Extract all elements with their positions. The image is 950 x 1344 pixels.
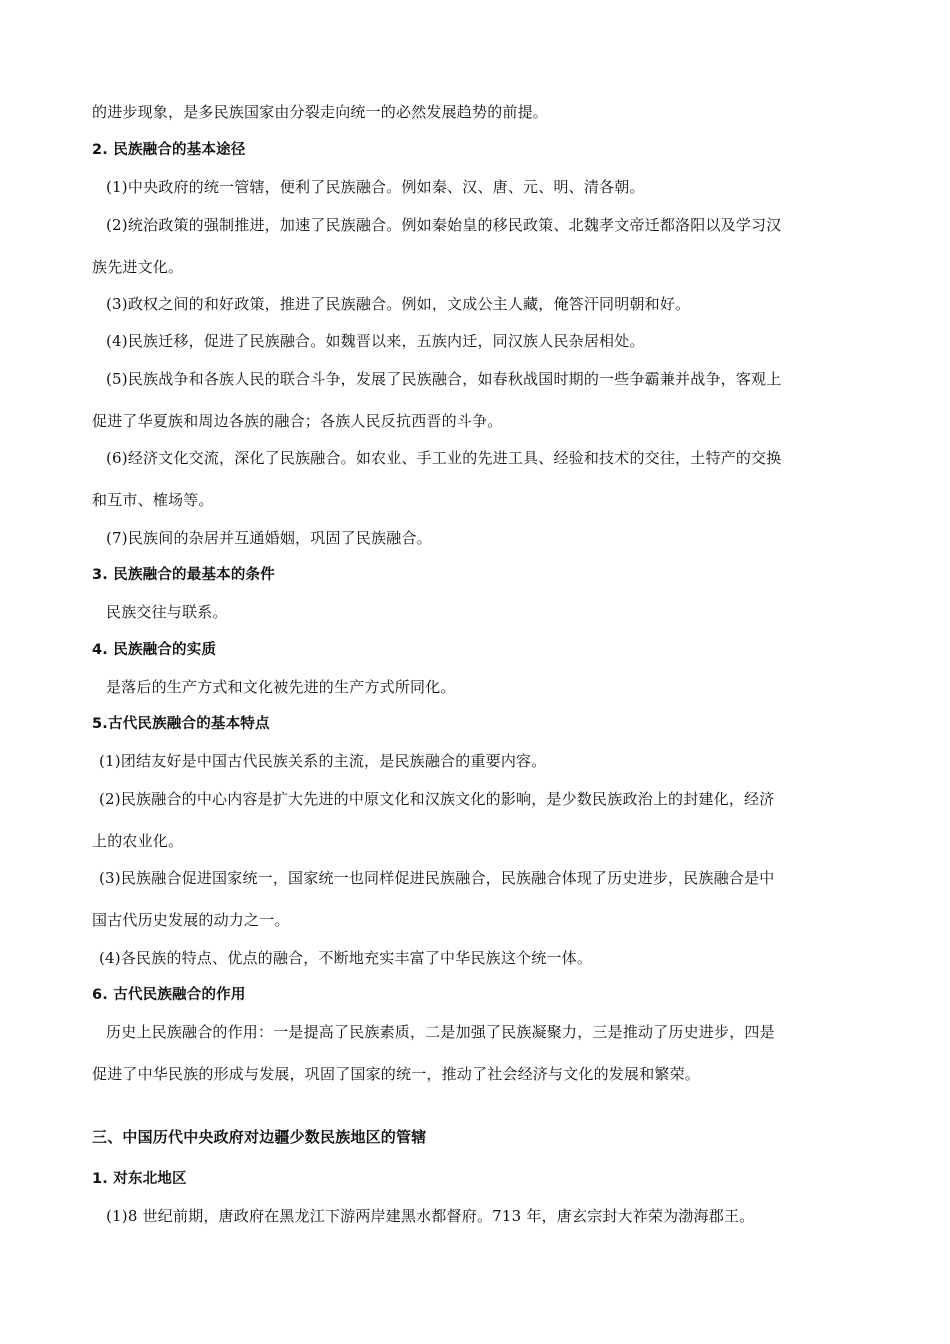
subheading: 5.古代民族融合的基本特点 [92, 716, 270, 732]
subheading: 2. 民族融合的基本途径 [92, 142, 246, 158]
paragraph-line: 历史上民族融合的作用：一是提高了民族素质，二是加强了民族凝聚力，三是推动了历史进步，四是 [106, 1023, 775, 1041]
paragraph-line: 促进了中华民族的形成与发展，巩固了国家的统一，推动了社会经济与文化的发展和繁荣。 [92, 1065, 701, 1083]
subheading: 3. 民族融合的最基本的条件 [92, 567, 275, 583]
paragraph-line: 是落后的生产方式和文化被先进的生产方式所同化。 [106, 678, 456, 696]
section-title: 三、中国历代中央政府对边疆少数民族地区的管辖 [92, 1128, 427, 1146]
paragraph-line: 族先进文化。 [92, 258, 184, 276]
subheading: 6. 古代民族融合的作用 [92, 987, 246, 1003]
paragraph-line: 促进了华夏族和周边各族的融合；各族人民反抗西晋的斗争。 [92, 412, 503, 430]
paragraph-line: (2)统治政策的强制推进，加速了民族融合。例如秦始皇的移民政策、北魏孝文帝迁都洛阳以及学习汉 [106, 216, 782, 234]
paragraph-line: (3)政权之间的和好政策，推进了民族融合。例如，文成公主人藏，俺答汗同明朝和好。 [106, 295, 691, 313]
paragraph-line: (1)团结友好是中国古代民族关系的主流，是民族融合的重要内容。 [99, 752, 547, 770]
paragraph-line: (1)中央政府的统一管辖，便利了民族融合。例如秦、汉、唐、元、明、清各朝。 [106, 178, 645, 196]
paragraph-line: 的进步现象，是多民族国家由分裂走向统一的必然发展趋势的前提。 [92, 103, 549, 121]
subheading: 1. 对东北地区 [92, 1171, 187, 1187]
paragraph-line: 国古代历史发展的动力之一。 [92, 911, 290, 929]
paragraph-line: 和互市、榷场等。 [92, 491, 214, 509]
paragraph-line: (1)8 世纪前期，唐政府在黑龙江下游两岸建黑水都督府。713 年，唐玄宗封大祚荣为渤海郡王。 [106, 1207, 755, 1225]
paragraph-line: (6)经济文化交流，深化了民族融合。如农业、手工业的先进工具、经验和技术的交往，土特产的交换 [106, 449, 782, 467]
paragraph-line: (2)民族融合的中心内容是扩大先进的中原文化和汉族文化的影响，是少数民族政治上的封建化，经济 [99, 790, 775, 808]
paragraph-line: (4)民族迁移，促进了民族融合。如魏晋以来，五族内迁，同汉族人民杂居相处。 [106, 332, 645, 350]
paragraph-line: (7)民族间的杂居并互通婚姻，巩固了民族融合。 [106, 529, 432, 547]
subheading: 4. 民族融合的实质 [92, 642, 217, 658]
paragraph-line: (3)民族融合促进国家统一，国家统一也同样促进民族融合，民族融合体现了历史进步，民族融合是中 [99, 869, 775, 887]
paragraph-line: 民族交往与联系。 [106, 603, 228, 621]
paragraph-line: (4)各民族的特点、优点的融合，不断地充实丰富了中华民族这个统一体。 [99, 949, 593, 967]
paragraph-line: 上的农业化。 [92, 832, 184, 850]
paragraph-line: (5)民族战争和各族人民的联合斗争，发展了民族融合，如春秋战国时期的一些争霸兼并战争，客观上 [106, 370, 782, 388]
